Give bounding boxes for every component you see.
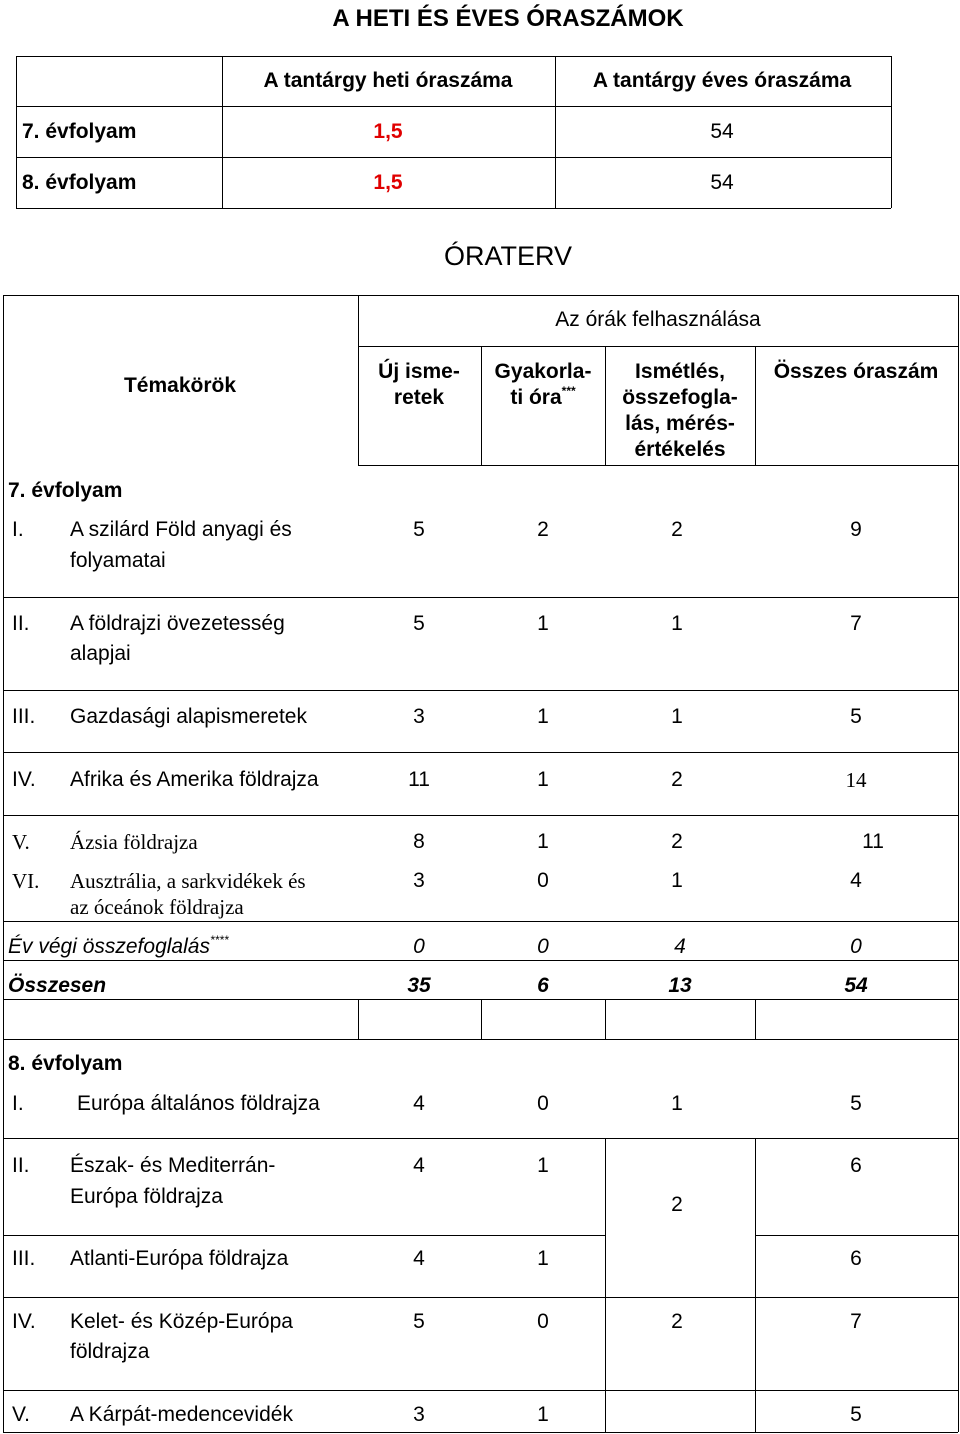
row-title-line2: alapjai	[70, 642, 131, 665]
row-new: 4	[413, 1092, 425, 1115]
row-number: III.	[12, 705, 36, 728]
row-total: 5	[850, 1403, 862, 1426]
row-total: 9	[850, 518, 862, 541]
row-total: 6	[850, 1154, 862, 1177]
summary-review: 4	[674, 935, 686, 958]
row-practice: 0	[537, 1092, 549, 1115]
grade-8-weekly: 1,5	[373, 171, 403, 194]
topics-header: Témakörök	[123, 374, 237, 397]
row-review: 1	[671, 612, 683, 635]
grade-8-yearly: 54	[710, 171, 734, 194]
row-new: 3	[413, 1403, 425, 1426]
row-practice: 1	[537, 705, 549, 728]
row-review: 1	[671, 705, 683, 728]
total-new: 35	[407, 974, 431, 997]
row-practice: 2	[537, 518, 549, 541]
row-total: 4	[850, 869, 862, 892]
row-review: 2	[671, 1310, 683, 1333]
row-review: 2	[671, 830, 683, 853]
review-header-line4: értékelés	[634, 438, 726, 461]
row-total: 7	[850, 1310, 862, 1333]
row-number: I.	[12, 1092, 24, 1115]
row-practice: 1	[537, 1154, 549, 1177]
page-title: A HETI ÉS ÉVES ÓRASZÁMOK	[332, 5, 684, 32]
weekly-hours-header: A tantárgy heti óraszáma	[263, 69, 513, 92]
row-practice: 0	[537, 1310, 549, 1333]
row-title-line1: A földrajzi övezetesség	[70, 612, 285, 635]
row-review: 1	[671, 869, 683, 892]
summary-total: 0	[850, 935, 862, 958]
row-title-line1: Európa általános földrajza	[77, 1092, 320, 1115]
row-new: 3	[413, 705, 425, 728]
grade-7-yearly: 54	[710, 120, 734, 143]
row-new: 5	[413, 612, 425, 635]
row-new: 4	[413, 1154, 425, 1177]
row-review: 2	[671, 768, 683, 791]
row-new: 5	[413, 1310, 425, 1333]
grade-7-label: 7. évfolyam	[22, 120, 137, 143]
total-practice: 6	[537, 974, 549, 997]
row-practice: 1	[537, 1247, 549, 1270]
row-number: VI.	[12, 869, 40, 893]
row-title-line1: A szilárd Föld anyagi és	[70, 518, 292, 541]
row-number: IV.	[12, 1310, 36, 1333]
row-number: I.	[12, 518, 24, 541]
summary-label: Év végi összefoglalás****	[8, 933, 229, 958]
grade-7-weekly: 1,5	[373, 120, 403, 143]
row-new: 11	[408, 768, 430, 791]
row-total: 6	[850, 1247, 862, 1270]
row-practice: 1	[537, 830, 549, 853]
row-title-line1: Észak- és Mediterrán-	[70, 1154, 276, 1177]
row-total: 5	[850, 705, 862, 728]
total-header: Összes óraszám	[773, 360, 939, 383]
row-new: 3	[413, 869, 425, 892]
review-header-line3: lás, mérés-	[625, 412, 735, 435]
row-review: 1	[671, 1092, 683, 1115]
grade-8-section-label: 8. évfolyam	[8, 1052, 123, 1075]
row-title-line1: A Kárpát-medencevidék	[70, 1403, 293, 1426]
row-number: IV.	[12, 768, 36, 791]
usage-header: Az órák felhasználása	[555, 308, 761, 331]
row-title-line1: Atlanti-Európa földrajza	[70, 1247, 289, 1270]
row-total: 14	[845, 768, 867, 792]
row-title-line1: Ausztrália, a sarkvidékek és	[70, 869, 306, 893]
row-total: 7	[850, 612, 862, 635]
review-header-line1: Ismétlés,	[635, 360, 725, 383]
yearly-hours-header: A tantárgy éves óraszáma	[592, 69, 852, 92]
row-title-line2: földrajza	[70, 1340, 150, 1363]
row-total: 11	[862, 830, 884, 853]
total-total: 54	[844, 974, 868, 997]
row-practice: 0	[537, 869, 549, 892]
row-total: 5	[850, 1092, 862, 1115]
row-title-line2: folyamatai	[70, 549, 166, 572]
row-number: II.	[12, 1154, 30, 1177]
row-practice: 1	[537, 1403, 549, 1426]
row-title-line1: Afrika és Amerika földrajza	[70, 768, 319, 791]
total-review: 13	[668, 974, 692, 997]
merged-review-value: 2	[671, 1193, 683, 1216]
new-knowledge-header-line1: Új isme-	[378, 360, 460, 383]
row-title-line2: Európa földrajza	[70, 1185, 223, 1208]
row-title-line1: Kelet- és Közép-Európa	[70, 1310, 293, 1333]
row-number: V.	[12, 1403, 30, 1426]
grade-7-section-label: 7. évfolyam	[8, 479, 123, 502]
total-label: Összesen	[8, 974, 107, 997]
row-new: 8	[413, 830, 425, 853]
summary-new: 0	[413, 935, 425, 958]
row-practice: 1	[537, 768, 549, 791]
row-number: II.	[12, 612, 30, 635]
row-number: V.	[12, 830, 30, 854]
summary-practice: 0	[537, 935, 549, 958]
row-number: III.	[12, 1247, 36, 1270]
row-title-line2: az óceánok földrajza	[70, 895, 244, 919]
row-new: 5	[413, 518, 425, 541]
practice-header-line2: ti óra***	[510, 384, 576, 409]
row-practice: 1	[537, 612, 549, 635]
row-review: 2	[671, 518, 683, 541]
row-title-line1: Gazdasági alapismeretek	[70, 705, 307, 728]
review-header-line2: összefogla-	[622, 386, 738, 409]
new-knowledge-header-line2: retek	[393, 386, 445, 409]
row-new: 4	[413, 1247, 425, 1270]
plan-title: ÓRATERV	[443, 241, 573, 271]
practice-header-line1: Gyakorla-	[494, 360, 592, 383]
row-title-line1: Ázsia földrajza	[70, 830, 198, 854]
grade-8-label: 8. évfolyam	[22, 171, 137, 194]
